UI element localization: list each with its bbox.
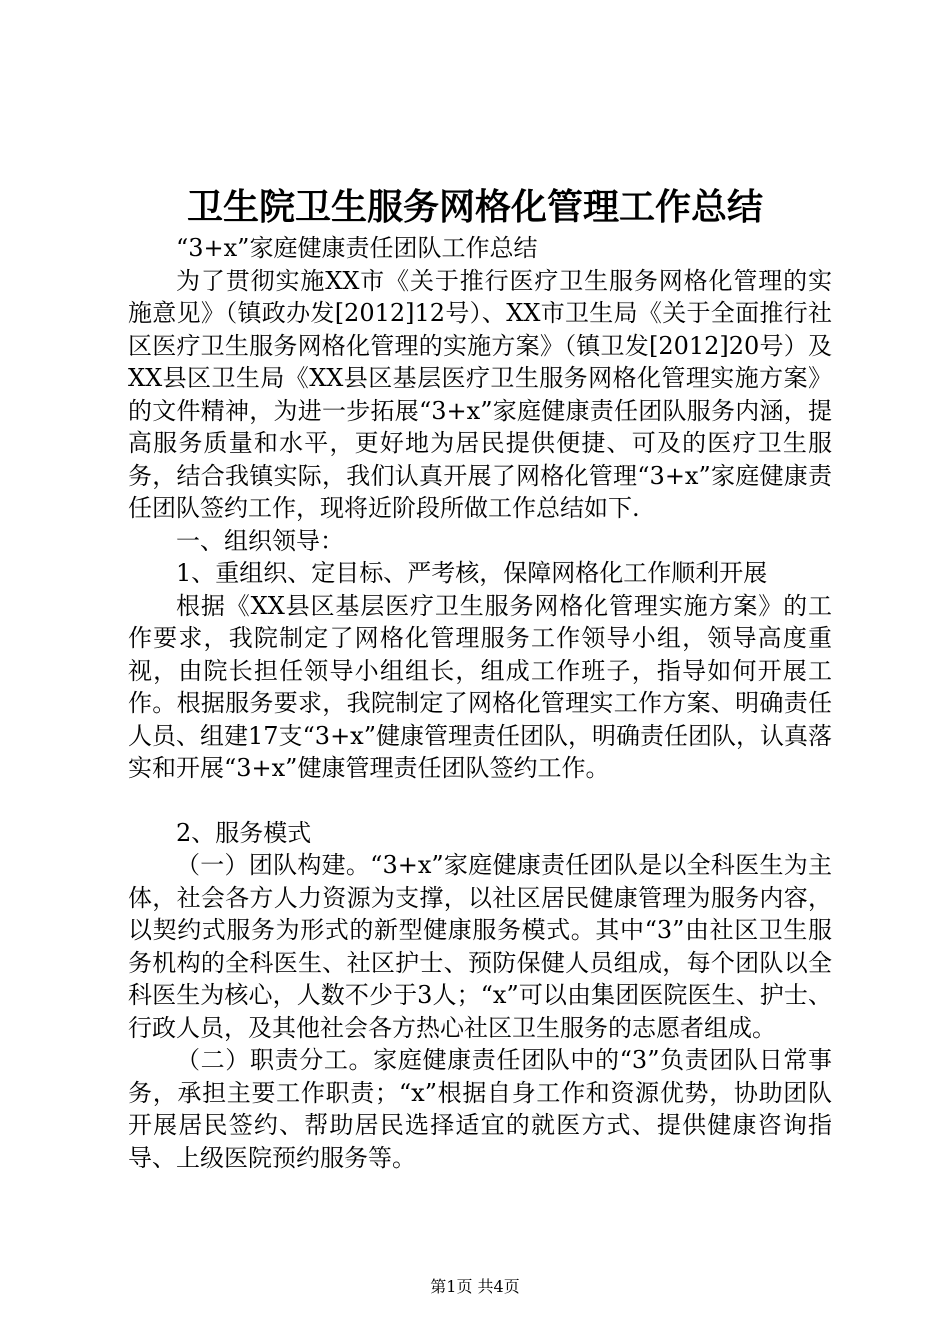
subsection-heading-organize: 1、重组织、定目标、严考核，保障网格化工作顺利开展 — [176, 559, 768, 587]
document-body — [128, 232, 832, 1174]
paragraph-responsibilities: （二）职责分工。家庭健康责任团队中的“3”负责团队日常事务，承担主要工作职责；“x”根据自身工作和资源优势，协助团队开展居民签约、帮助居民选择适宜的就医方式、提供健康咨询指导、上级医院预约服务等。 — [128, 1046, 832, 1172]
section-heading-organization: 一、组织领导： — [176, 526, 344, 555]
paragraph-subtitle: “3+x”家庭健康责任团队工作总结 — [176, 234, 538, 262]
paragraph-team-building: （一）团队构建。“3+x”家庭健康责任团队是以全科医生为主体，社会各方人力资源为支撑，以社区居民健康管理为服务内容，以契约式服务为形式的新型健康服务模式。其中“3”由社区卫生服务机构的全科医生、社区护士、预防保健人员组成，每个团队以全科医生为核心，人数不少于3人；“x”可以由集团医院医生、护士、行政人员，及其他社会各方热心社区卫生服务的志愿者组成。 — [128, 851, 832, 1042]
paragraph-gap — [128, 785, 832, 817]
paragraph-intro: 为了贯彻实施XX市《关于推行医疗卫生服务网格化管理的实施意见》（镇政办发[2012]12号）、XX市卫生局《关于全面推行社区医疗卫生服务网格化管理的实施方案》（镇卫发[2012]20号）及XX县区卫生局《XX县区基层医疗卫生服务网格化管理实施方案》的文件精神，为进一步拓展“3+x”家庭健康责任团队服务内涵，提高服务质量和水平，更好地为居民提供便捷、可及的医疗卫生服务，结合我镇实际，我们认真开展了网格化管理“3+x”家庭健康责任团队签约工作，现将近阶段所做工作总结如下. — [128, 266, 832, 522]
page-footer: 第1页 共4页 — [430, 1277, 520, 1296]
paragraph-organization: 根据《XX县区基层医疗卫生服务网格化管理实施方案》的工作要求，我院制定了网格化管理服务工作领导小组，领导高度重视，由院长担任领导小组组长，组成工作班子，指导如何开展工作。根据服务要求，我院制定了网格化管理实工作方案、明确责任人员、组建17支“3+x”健康管理责任团队，明确责任团队，认真落实和开展“3+x”健康管理责任团队签约工作。 — [128, 591, 832, 782]
document-title: 卫生院卫生服务网格化管理工作总结 — [186, 186, 763, 228]
subsection-heading-service-mode: 2、服务模式 — [176, 818, 312, 847]
